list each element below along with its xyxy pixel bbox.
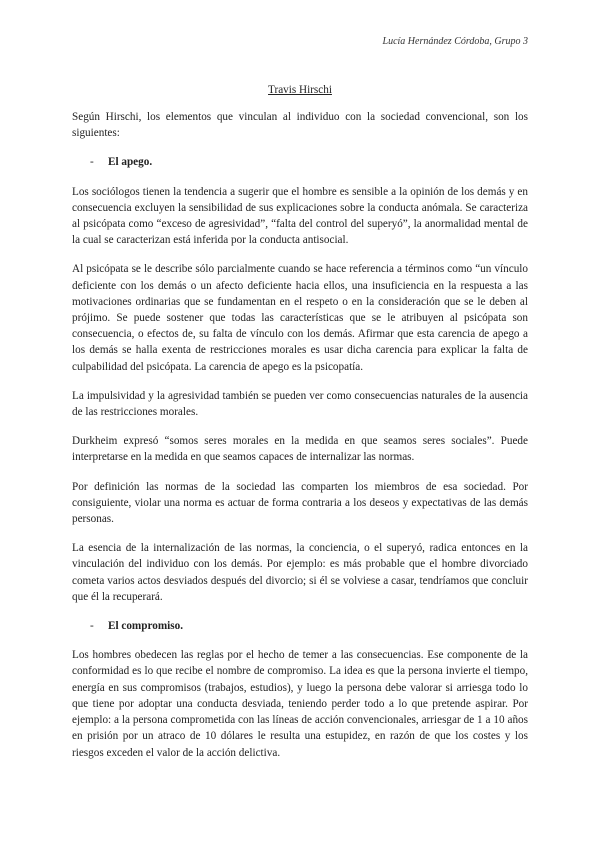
body-paragraph: Los sociólogos tienen la tendencia a sugerir que el hombre es sensible a la opinión de los demás y en consecuencia excluyen la sensibilidad de sus explicaciones sobre la conducta anómala. Se caracteriza al psicópata como “exceso de agresividad”, “falta del control del superyó”, la anormalidad mental de la cual se caracterizan está inferida por la conducta antisocial. xyxy=(72,185,528,247)
section-heading-apego xyxy=(72,154,528,170)
intro-paragraph: Según Hirschi, los elementos que vinculan al individuo con la sociedad convencional, son los siguientes: xyxy=(72,111,528,140)
section-heading-label: El apego. xyxy=(108,156,153,169)
bullet-dash: - xyxy=(90,620,94,633)
body-paragraph: La esencia de la internalización de las normas, la conciencia, o el superyó, radica entonces en la vinculación del individuo con los demás. Por ejemplo: es más probable que el hombre divorciado cometa varios actos desviados después del divorcio; si él se volviese a casar, tendríamos que concluir que él la recuperará. xyxy=(72,542,528,603)
body-paragraph: Durkheim expresó “somos seres morales en la medida en que seamos seres sociales”. Puede interpretarse en la medida en que seamos capaces de internalizar las normas. xyxy=(72,435,528,464)
bullet-dash: - xyxy=(90,156,94,169)
body-paragraph: Al psicópata se le describe sólo parcialmente cuando se hace referencia a términos como “un vínculo deficiente con los demás o un afecto deficiente hacia ellos, una insuficiencia en la respuesta a las motivaciones ordinarias que se fundamentan en el respeto o en la consideración que se le deben al prójimo. Se puede sostener que todas las características que se le atribuyen al psicópata son consecuencia, o efectos de, su falta de vínculo con los demás. Afirmar que esta carencia de apego a los demás se halla exenta de restricciones morales es usar dicha carencia para explicar la falta de culpabilidad del psicópata. La carencia de apego es la psicopatía. xyxy=(72,263,528,373)
document-body xyxy=(72,109,528,774)
section-heading-label: El compromiso. xyxy=(108,620,183,633)
body-paragraph: La impulsividad y la agresividad también se pueden ver como consecuencias naturales de la ausencia de las restricciones morales. xyxy=(72,389,528,419)
body-paragraph: Los hombres obedecen las reglas por el hecho de temer a las consecuencias. Ese componente de la conformidad es lo que recibe el nombre de compromiso. La idea es que la persona invierte el tiempo, energía en sus compromisos (trabajos, estudios), y luego la persona debe valorar si arriesga todo lo que tiene por adoptar una conducta desviada, teniendo perder todo a lo que pretende aspirar. Por ejemplo: a la persona comprometida con las líneas de acción convencionales, arriesgar de 1 a 10 años en prisión por un atraco de 10 dólares le resulta una estupidez, en razón de que los costes y los riesgos exceden el valor de la acción delictiva. xyxy=(72,649,528,759)
body-paragraph: Por definición las normas de la sociedad las comparten los miembros de esa sociedad. Por consiguiente, violar una norma es actuar de forma contraria a los deseos y expectativas de las demás personas. xyxy=(72,480,528,526)
document-title: Travis Hirschi xyxy=(268,84,332,96)
section-heading-compromiso xyxy=(72,618,528,634)
page-header: Lucía Hernández Córdoba, Grupo 3 xyxy=(382,36,528,47)
